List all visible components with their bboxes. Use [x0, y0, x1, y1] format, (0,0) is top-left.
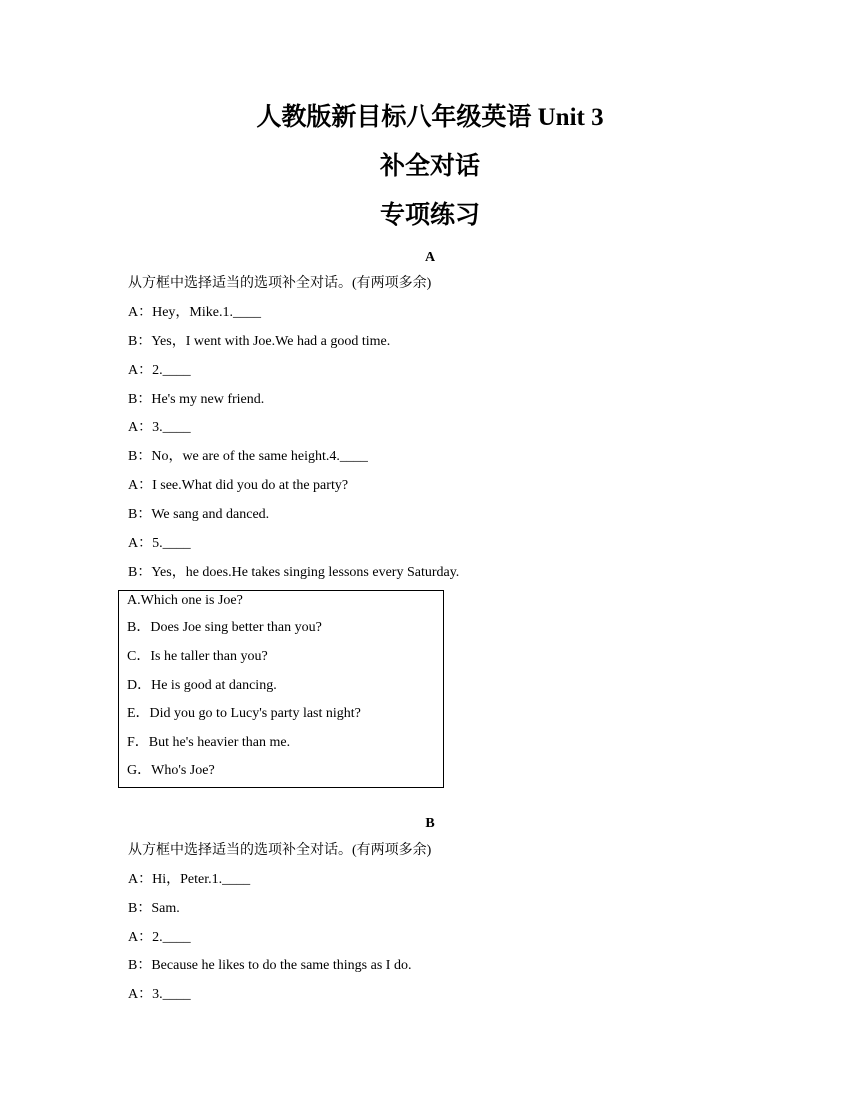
- option-item: G．Who's Joe?: [127, 763, 215, 778]
- option-item: F．But he's heavier than me.: [127, 735, 291, 750]
- dialogue-line: A：Hi，Peter.1.____: [128, 872, 251, 887]
- dialogue-line: B：He's my new friend.: [128, 392, 265, 407]
- dialogue-line: B：Because he likes to do the same things as I do.: [128, 958, 412, 973]
- dialogue-line: A：3.____: [128, 420, 191, 435]
- document-subtitle-2: 专项练习: [379, 202, 480, 229]
- dialogue-line: A：I see.What did you do at the party?: [128, 478, 349, 493]
- dialogue-line: A：2.____: [128, 930, 191, 945]
- dialogue-line: A：3.____: [128, 987, 191, 1002]
- dialogue-line: A：5.____: [128, 536, 191, 551]
- option-item: D．He is good at dancing.: [127, 678, 277, 693]
- dialogue-line: B：Yes，he does.He takes singing lessons every Saturday.: [128, 565, 460, 580]
- option-item: B．Does Joe sing better than you?: [127, 620, 322, 635]
- dialogue-line: A：Hey，Mike.1.____: [128, 305, 261, 320]
- dialogue-line: B：No，we are of the same height.4.____: [128, 449, 368, 464]
- dialogue-line: B：We sang and danced.: [128, 507, 270, 522]
- dialogue-line: B：Yes，I went with Joe.We had a good time.: [128, 334, 391, 349]
- document-title: 人教版新目标八年级英语 Unit 3: [256, 104, 604, 131]
- option-item: A.Which one is Joe?: [127, 593, 243, 608]
- section-b-instruction: 从方框中选择适当的选项补全对话。(有两项多余): [128, 843, 432, 858]
- section-a-instruction: 从方框中选择适当的选项补全对话。(有两项多余): [128, 276, 432, 291]
- section-b-label: B: [425, 816, 435, 831]
- options-box: [118, 590, 444, 788]
- document-subtitle: 补全对话: [379, 153, 480, 180]
- option-item: C．Is he taller than you?: [127, 649, 268, 664]
- dialogue-line: A：2.____: [128, 363, 191, 378]
- dialogue-line: B：Sam.: [128, 901, 180, 916]
- option-item: E．Did you go to Lucy's party last night?: [127, 706, 361, 721]
- section-a-label: A: [424, 250, 436, 265]
